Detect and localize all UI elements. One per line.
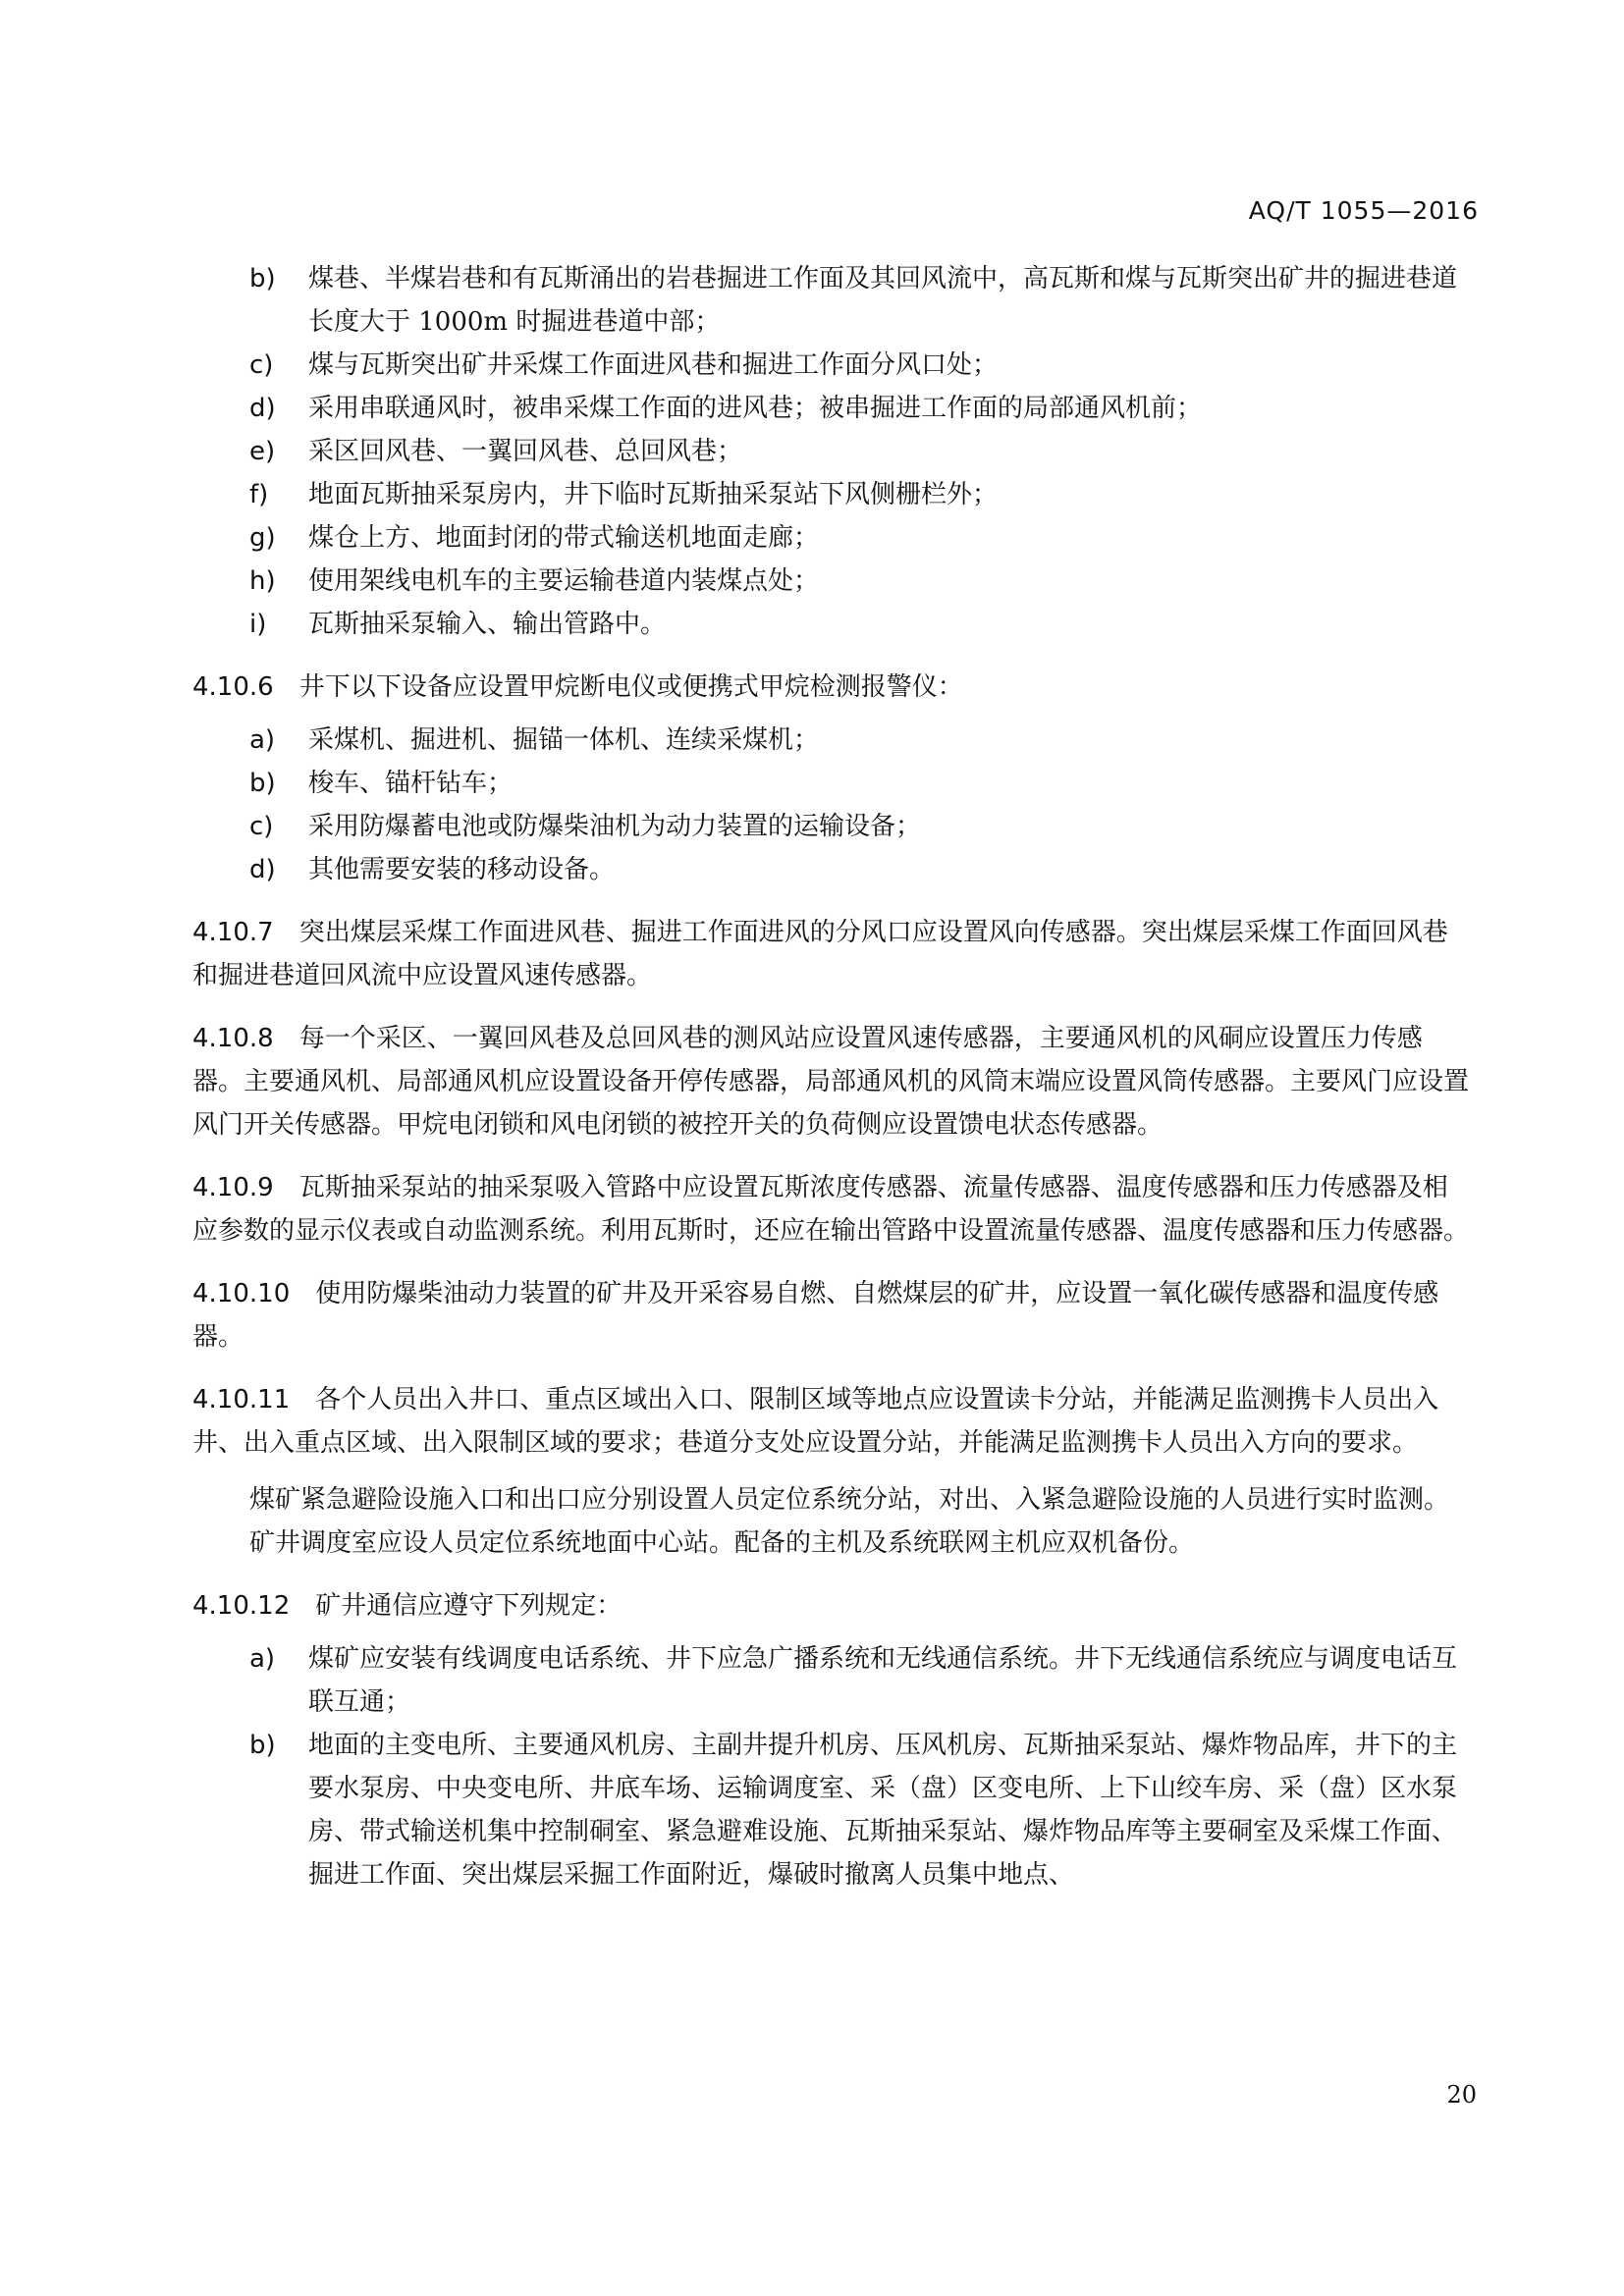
clause-4-10-6-list: [192, 719, 1471, 891]
list-item-text: 煤矿应安装有线调度电话系统、井下应急广播系统和无线通信系统。井下无线通信系统应与调度电话互联互通；: [308, 1644, 1458, 1717]
list-item-label: g): [249, 523, 276, 553]
paragraph: 煤矿紧急避险设施入口和出口应分别设置人员定位系统分站，对出、入紧急避险设施的人员进行实时监测。: [249, 1485, 1450, 1515]
list-item-label: b): [249, 769, 276, 798]
clause-text: 每一个采区、一翼回风巷及总回风巷的测风站应设置风速传感器，主要通风机的风硐应设置压力传感器。主要通风机、局部通风机应设置设备开停传感器，局部通风机的风筒末端应设置风筒传感器。主要风门应设置风门开关传感器。甲烷电闭锁和风电闭锁的被控开关的负荷侧应设置馈电状态传感器。: [192, 1024, 1470, 1140]
list-item-label: e): [249, 437, 276, 466]
list-item-text: 地面的主变电所、主要通风机房、主副井提升机房、压风机房、瓦斯抽采泵站、爆炸物品库，井下的主要水泵房、中央变电所、井底车场、运输调度室、采（盘）区变电所、上下山绞车房、采（盘）区水泵房、带式输送机集中控制硐室、紧急避难设施、瓦斯抽采泵站、爆炸物品库等主要硐室及采煤工作面、掘进工作面、突出煤层采掘工作面附近，爆破时撤离人员集中地点、: [308, 1731, 1458, 1890]
list-item-label: b): [249, 264, 276, 294]
list-item-text: 使用架线电机车的主要运输巷道内装煤点处；: [308, 566, 820, 596]
list-item: [192, 387, 1471, 430]
standard-code: AQ/T 1055—2016: [1248, 196, 1479, 225]
clause-text: 使用防爆柴油动力装置的矿井及开采容易自燃、自燃煤层的矿井，应设置一氧化碳传感器和温度传感器。: [192, 1279, 1439, 1352]
list-item: [192, 1637, 1471, 1724]
list-item-label: d): [249, 855, 276, 884]
list-item-text: 煤与瓦斯突出矿井采煤工作面进风巷和掘进工作面分风口处；: [308, 350, 999, 380]
list-item: [192, 257, 1471, 344]
list-item-text: 采煤机、掘进机、掘锚一体机、连续采煤机；: [308, 725, 820, 755]
paragraph: 矿井调度室应设人员定位系统地面中心站。配备的主机及系统联网主机应双机备份。: [249, 1528, 1195, 1558]
clause-4-10-9: [192, 1166, 1471, 1253]
clause-number: 4.10.12: [192, 1591, 291, 1621]
list-item-text: 煤巷、半煤岩巷和有瓦斯涌出的岩巷掘进工作面及其回风流中，高瓦斯和煤与瓦斯突出矿井的掘进巷道长度大于 1000m 时掘进巷道中部；: [308, 264, 1458, 337]
clause-4-10-11: [192, 1378, 1471, 1465]
list-top: [192, 257, 1471, 646]
list-item: [192, 719, 1471, 762]
list-item-text: 采区回风巷、一翼回风巷、总回风巷；: [308, 437, 743, 466]
document-body: [192, 257, 1471, 1896]
list-item-text: 煤仓上方、地面封闭的带式输送机地面走廊；: [308, 523, 820, 553]
clause-4-10-7: [192, 911, 1471, 997]
clause-number: 4.10.6: [192, 672, 274, 702]
list-item-label: a): [249, 1644, 276, 1674]
list-item-label: a): [249, 725, 276, 755]
list-item-label: h): [249, 566, 276, 596]
list-item-text: 采用防爆蓄电池或防爆柴油机为动力装置的运输设备；: [308, 812, 922, 841]
clause-text: 瓦斯抽采泵站的抽采泵吸入管路中应设置瓦斯浓度传感器、流量传感器、温度传感器和压力传感器及相应参数的显示仪表或自动监测系统。利用瓦斯时，还应在输出管路中设置流量传感器、温度传感器和压力传感器。: [192, 1173, 1470, 1246]
list-item-label: c): [249, 350, 274, 380]
list-item: [192, 430, 1471, 473]
clause-4-10-10: [192, 1272, 1471, 1359]
list-item: [192, 344, 1471, 387]
list-item-label: d): [249, 394, 276, 423]
clause-number: 4.10.9: [192, 1173, 274, 1202]
clause-4-10-12-list: [192, 1637, 1471, 1896]
list-item-text: 地面瓦斯抽采泵房内，井下临时瓦斯抽采泵站下风侧栅栏外；: [308, 480, 999, 509]
clause-number: 4.10.7: [192, 918, 274, 947]
list-item: [192, 805, 1471, 848]
clause-text: 矿井通信应遵守下列规定：: [315, 1591, 623, 1621]
list-item-text: 瓦斯抽采泵输入、输出管路中。: [308, 610, 667, 639]
clause-text: 井下以下设备应设置甲烷断电仪或便携式甲烷检测报警仪：: [298, 672, 963, 702]
clause-number: 4.10.11: [192, 1385, 291, 1415]
list-item: [192, 762, 1471, 805]
clause-number: 4.10.10: [192, 1279, 291, 1308]
list-item: [192, 1724, 1471, 1896]
list-item: [192, 560, 1471, 603]
list-item-label: b): [249, 1731, 276, 1760]
list-item-text: 采用串联通风时，被串采煤工作面的进风巷；被串掘进工作面的局部通风机前；: [308, 394, 1203, 423]
page-number: 20: [1446, 2081, 1477, 2109]
clause-number: 4.10.8: [192, 1024, 274, 1053]
list-item-label: c): [249, 812, 274, 841]
list-item-label: f): [249, 480, 269, 509]
list-item-text: 其他需要安装的移动设备。: [308, 855, 616, 884]
list-item-label: i): [249, 610, 267, 639]
clause-text: 突出煤层采煤工作面进风巷、掘进工作面进风的分风口应设置风向传感器。突出煤层采煤工作面回风巷和掘进巷道回风流中应设置风速传感器。: [192, 918, 1448, 990]
list-item: [192, 473, 1471, 516]
clause-text: 各个人员出入井口、重点区域出入口、限制区域等地点应设置读卡分站，并能满足监测携卡人员出入井、出入重点区域、出入限制区域的要求；巷道分支处应设置分站，并能满足监测携卡人员出入方向的要求。: [192, 1385, 1439, 1458]
clause-4-10-6: [192, 666, 1471, 709]
clause-4-10-12: [192, 1584, 1471, 1628]
list-item: [192, 848, 1471, 891]
list-item: [192, 603, 1471, 646]
list-item: [192, 516, 1471, 560]
list-item-text: 梭车、锚杆钻车；: [308, 769, 514, 798]
clause-4-10-8: [192, 1017, 1471, 1147]
